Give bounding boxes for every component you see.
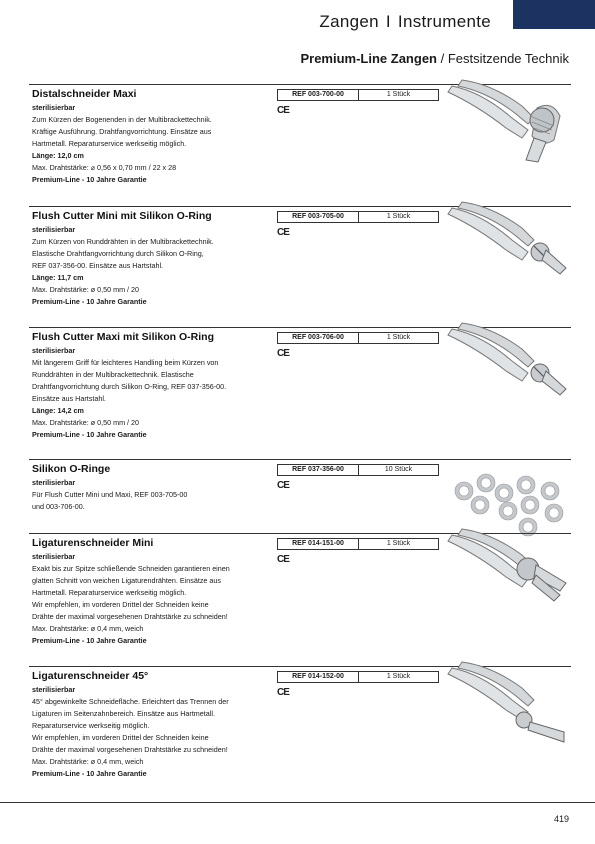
ce-mark-icon: CE — [277, 687, 289, 698]
description-line: Max. Drahtstärke: ⌀ 0,56 x 0,70 mm / 22 x 28 — [32, 163, 177, 172]
product-description — [32, 477, 272, 513]
pack-quantity: 10 Stück — [384, 466, 413, 473]
description-line: Premium-Line - 10 Jahre Garantie — [32, 636, 147, 645]
description-line: Wir empfehlen, im vorderen Drittel der Schneiden keine — [32, 600, 209, 609]
description-line: sterilisierbar — [32, 225, 76, 234]
section-subtitle — [300, 51, 569, 66]
order-info-box — [277, 211, 439, 223]
ce-mark-icon: CE — [277, 554, 289, 565]
order-info-box — [277, 332, 439, 344]
description-line: REF 037-356-00. Einsätze aus Hartstahl. — [32, 261, 164, 270]
ref-number: REF 003-706-00 — [278, 333, 359, 343]
description-line: Drähte der maximal vorgesehenen Drahtstärke zu schneiden! — [32, 745, 228, 754]
product-title: Ligaturenschneider 45° — [32, 670, 149, 682]
description-line: Kräftige Ausführung. Drahtfangvorrichtung. Einsätze aus — [32, 127, 212, 136]
product-title: Silikon O-Ringe — [32, 463, 111, 475]
description-line: Ligaturen im Seitenzahnbereich. Einsätze aus Hartmetall. — [32, 709, 215, 718]
description-line: und 003-706-00. — [32, 502, 85, 511]
description-line: Premium-Line - 10 Jahre Garantie — [32, 430, 147, 439]
description-line: Max. Drahtstärke: ø 0,4 mm, weich — [32, 624, 144, 633]
description-line: Mit längerem Griff für leichteres Handling beim Kürzen von — [32, 358, 219, 367]
order-info-box — [277, 89, 439, 101]
product-description — [32, 102, 272, 186]
description-line: Premium-Line - 10 Jahre Garantie — [32, 175, 147, 184]
description-line: Für Flush Cutter Mini und Maxi, REF 003-705-00 — [32, 490, 188, 499]
subtitle-rest: / Festsitzende Technik — [437, 51, 569, 66]
pack-quantity: 1 Stück — [386, 91, 411, 98]
description-line: Max. Drahtstärke: ø 0,50 mm / 20 — [32, 418, 140, 427]
ref-number: REF 003-705-00 — [278, 212, 359, 222]
ref-number: REF 014-151-00 — [278, 539, 359, 549]
description-line: sterilisierbar — [32, 552, 76, 561]
product-description — [32, 551, 272, 647]
description-line: sterilisierbar — [32, 103, 76, 112]
description-line: Elastische Drahtfangvorrichtung durch Silikon O-Ring, — [32, 249, 204, 258]
product-title: Distalschneider Maxi — [32, 88, 137, 100]
description-line: Länge: 14,2 cm — [32, 406, 84, 415]
ref-number: REF 003-700-00 — [278, 90, 359, 100]
ligature-cutter-plier-image — [442, 527, 572, 622]
flush-cutter-plier-image — [442, 200, 572, 295]
description-line: sterilisierbar — [32, 478, 76, 487]
product-title: Flush Cutter Mini mit Silikon O-Ring — [32, 210, 212, 222]
description-line: Zum Kürzen der Bogenenden in der Multibrackettechnik. — [32, 115, 212, 124]
description-line: Länge: 11,7 cm — [32, 273, 84, 282]
angled-ligature-cutter-plier-image — [442, 660, 572, 755]
ce-mark-icon: CE — [277, 105, 289, 116]
order-info-box — [277, 671, 439, 683]
product-title: Flush Cutter Maxi mit Silikon O-Ring — [32, 331, 215, 343]
description-line: Premium-Line - 10 Jahre Garantie — [32, 769, 147, 778]
ce-mark-icon: CE — [277, 348, 289, 359]
product-title: Ligaturenschneider Mini — [32, 537, 154, 549]
pack-quantity: 1 Stück — [386, 334, 411, 341]
header-accent-block — [513, 0, 595, 29]
ce-mark-icon: CE — [277, 227, 289, 238]
page-title — [319, 12, 491, 32]
title-part-2: Instrumente — [397, 12, 491, 31]
description-line: sterilisierbar — [32, 685, 76, 694]
description-line: Wir empfehlen, im vorderen Drittel der Schneiden keine — [32, 733, 209, 742]
footer-divider — [0, 802, 595, 803]
order-info-box — [277, 464, 439, 476]
product-description — [32, 345, 272, 441]
pack-quantity: 1 Stück — [386, 540, 411, 547]
ref-number: REF 014-152-00 — [278, 672, 359, 682]
pack-quantity: 1 Stück — [386, 213, 411, 220]
flush-cutter-plier-image — [442, 321, 572, 416]
description-line: Hartmetall. Reparaturservice werkseitig möglich. — [32, 139, 187, 148]
ce-mark-icon: CE — [277, 480, 289, 491]
description-line: sterilisierbar — [32, 346, 76, 355]
description-line: glatten Schnitt von weichen Ligaturendrähten. Einsätze aus — [32, 576, 221, 585]
description-line: Max. Drahtstärke: ø 0,4 mm, weich — [32, 757, 144, 766]
title-separator: I — [385, 12, 391, 31]
description-line: Zum Kürzen von Runddrähten in der Multibrackettechnik. — [32, 237, 214, 246]
description-line: Exakt bis zur Spitze schließende Schneiden garantieren einen — [32, 564, 230, 573]
title-part-1: Zangen — [319, 12, 379, 31]
description-line: Reparaturservice werkseitig möglich. — [32, 721, 150, 730]
ref-number: REF 037-356-00 — [278, 465, 359, 475]
page-number: 419 — [553, 814, 569, 824]
description-line: Einsätze aus Hartstahl. — [32, 394, 106, 403]
description-line: Länge: 12,0 cm — [32, 151, 84, 160]
product-description — [32, 684, 272, 780]
description-line: Drahtfangvorrichtung durch Silikon O-Ring, REF 037-356-00. — [32, 382, 227, 391]
description-line: Premium-Line - 10 Jahre Garantie — [32, 297, 147, 306]
description-line: Runddrähten in der Multibrackettechnik. Elastische — [32, 370, 194, 379]
order-info-box — [277, 538, 439, 550]
subtitle-bold: Premium-Line Zangen — [300, 51, 437, 66]
description-line: 45° abgewinkelte Schneidefläche. Erleichtert das Trennen der — [32, 697, 229, 706]
distal-cutter-plier-image — [442, 78, 572, 173]
product-description — [32, 224, 272, 308]
description-line: Hartmetall. Reparaturservice werkseitig möglich. — [32, 588, 187, 597]
pack-quantity: 1 Stück — [386, 673, 411, 680]
description-line: Drähte der maximal vorgesehenen Drahtstärke zu schneiden! — [32, 612, 228, 621]
description-line: Max. Drahtstärke: ø 0,50 mm / 20 — [32, 285, 140, 294]
